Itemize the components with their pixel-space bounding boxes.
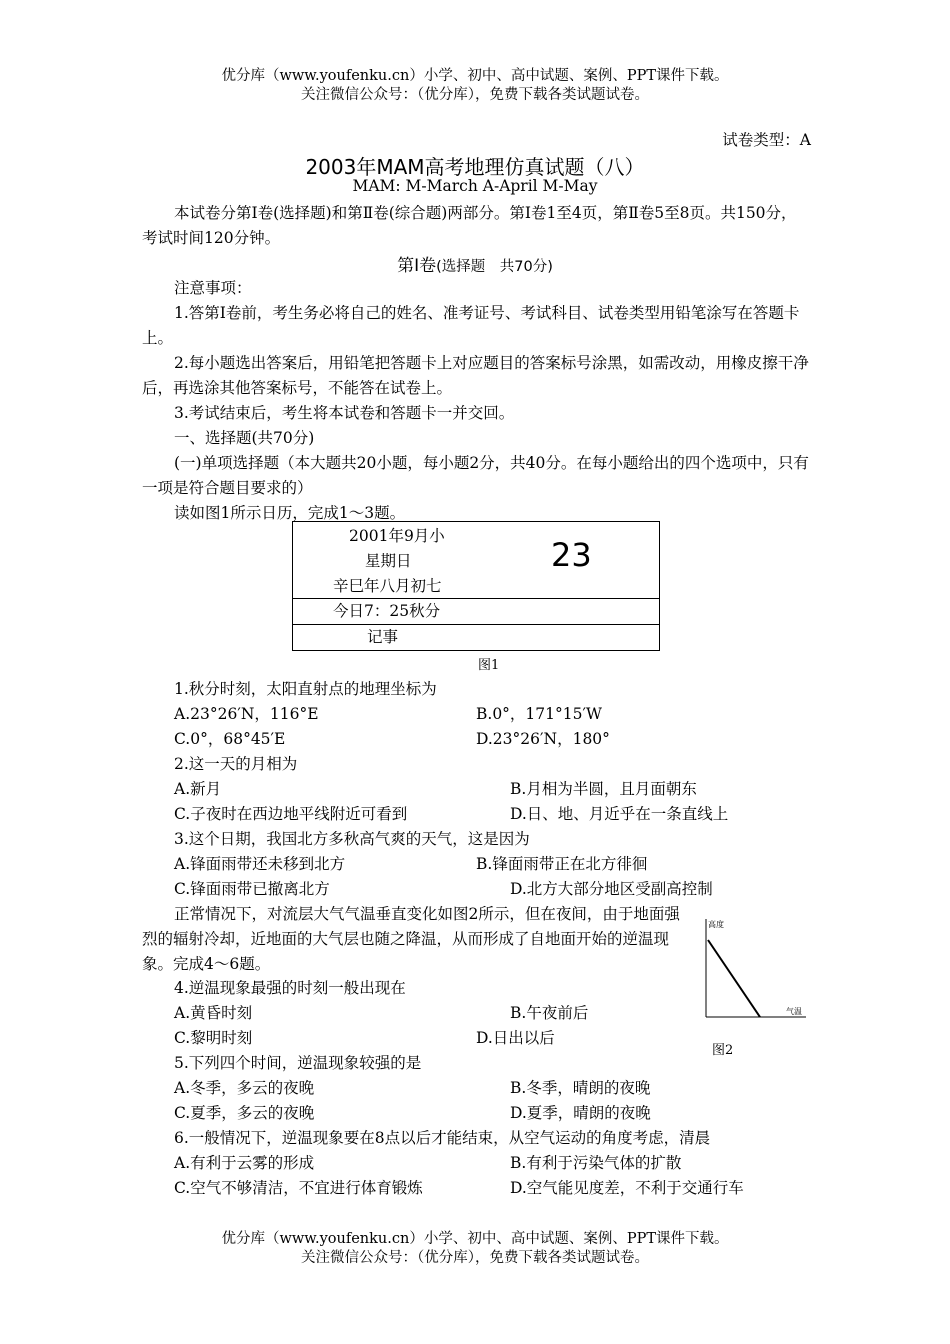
calendar-day: 23 — [551, 536, 592, 574]
subtitle: MAM: M-March A-April M-May — [352, 177, 598, 195]
fig2-diagram — [700, 915, 810, 1025]
calendar-memo-cell — [293, 625, 659, 650]
calendar-memo: 记事 — [367, 628, 399, 646]
question-1-option-d: D.23°26′N，180° — [476, 730, 610, 748]
question-5-option-a: A.冬季，多云的夜晚 — [174, 1079, 315, 1097]
intro: 本试卷分第Ⅰ卷(选择题)和第Ⅱ卷(综合题)两部分。第Ⅰ卷1至4页，第Ⅱ卷5至8页。共150分，考试时间120分钟。 — [142, 204, 797, 247]
header-line-1: 优分库（www.youfenku.cn）小学、初中、高中试题、案例、PPT课件下载。 — [221, 68, 729, 84]
fig2-temperature-line — [708, 940, 760, 1017]
notice-1: 1.答第Ⅰ卷前，考生务必将自己的姓名、准考证号、考试科目、试卷类型用铅笔涂写在答题卡上。 — [142, 304, 800, 347]
question-1-stem: 1.秋分时刻，太阳直射点的地理坐标为 — [174, 680, 437, 698]
question-4-option-a: A.黄昏时刻 — [174, 1004, 253, 1022]
question-5-option-d: D.夏季，晴朗的夜晚 — [510, 1104, 651, 1122]
footer-line-2: 关注微信公众号：（优分库），免费下载各类试题试卷。 — [301, 1250, 649, 1266]
calendar-lunar: 辛巳年八月初七 — [333, 577, 442, 595]
question-2-option-b: B.月相为半圆，且月面朝东 — [510, 780, 697, 798]
question-6-stem: 6.一般情况下，逆温现象要在8点以后才能结束，从空气运动的角度考虑，清晨 — [174, 1129, 711, 1147]
question-3-option-c: C.锋面雨带已撤离北方 — [174, 880, 330, 898]
question-5-option-c: C.夏季，多云的夜晚 — [174, 1104, 315, 1122]
question-6-option-a: A.有利于云雾的形成 — [174, 1154, 315, 1172]
question-3-option-b: B.锋面雨带正在北方徘徊 — [476, 855, 648, 873]
question-6-option-b: B.有利于污染气体的扩散 — [510, 1154, 682, 1172]
fig2-caption: 图2 — [712, 1043, 734, 1058]
section-heading — [0, 251, 950, 276]
question-3-option-a: A.锋面雨带还未移到北方 — [174, 855, 346, 873]
question-2-option-a: A.新月 — [174, 780, 222, 798]
question-2-option-c: C.子夜时在西边地平线附近可看到 — [174, 805, 408, 823]
section-heading-sub: (选择题 共70分) — [436, 259, 553, 275]
question-5-stem: 5.下列四个时间，逆温现象较强的是 — [174, 1054, 422, 1072]
header-line-2: 关注微信公众号：（优分库），免费下载各类试题试卷。 — [301, 87, 649, 103]
fig1-caption: 图1 — [478, 658, 500, 673]
question-4-stem: 4.逆温现象最强的时刻一般出现在 — [174, 979, 406, 997]
notice-3: 3.考试结束后，考生将本试卷和答题卡一并交回。 — [174, 404, 515, 422]
question-5-option-b: B.冬季，晴朗的夜晚 — [510, 1079, 651, 1097]
part-one-sub: (一)单项选择题（本大题共20小题，每小题2分，共40分。在每小题给出的四个选项中，只有一项是符合题目要求的） — [142, 454, 809, 497]
calendar-today-cell — [293, 599, 659, 625]
fig2-xlabel: 气温 — [786, 1007, 802, 1016]
question-2-option-d: D.日、地、月近乎在一条直线上 — [510, 805, 729, 823]
fig2-ylabel: 高度 — [708, 920, 724, 929]
read-fig1: 读如图1所示日历，完成1～3题。 — [174, 504, 406, 522]
footer-line-1: 优分库（www.youfenku.cn）小学、初中、高中试题、案例、PPT课件下载。 — [221, 1231, 729, 1247]
calendar-date-line: 2001年9月小 — [349, 527, 445, 545]
question-4-option-d: D.日出以后 — [476, 1029, 555, 1047]
paper-type: 试卷类型：A — [722, 131, 811, 149]
notice-title: 注意事项： — [174, 279, 252, 297]
notice-2: 2.每小题选出答案后，用铅笔把答题卡上对应题目的答案标号涂黑，如需改动，用橡皮擦干净后，再选涂其他答案标号，不能答在试卷上。 — [142, 354, 809, 397]
question-3-option-d: D.北方大部分地区受副高控制 — [510, 880, 713, 898]
question-3-stem: 3.这个日期，我国北方多秋高气爽的天气，这是因为 — [174, 830, 530, 848]
calendar-top-cell — [293, 522, 659, 599]
question-2-stem: 2.这一天的月相为 — [174, 755, 298, 773]
question-1-option-c: C.0°，68°45′E — [174, 730, 286, 748]
calendar-weekday: 星期日 — [365, 552, 412, 570]
question-6-option-d: D.空气能见度差，不利于交通行车 — [510, 1179, 744, 1197]
question-4-option-c: C.黎明时刻 — [174, 1029, 253, 1047]
calendar-figure — [292, 521, 660, 651]
question-4-option-b: B.午夜前后 — [510, 1004, 589, 1022]
question-1-option-b: B.0°，171°15′W — [476, 705, 602, 723]
calendar-today: 今日7：25秋分 — [333, 602, 441, 620]
question-1-option-a: A.23°26′N，116°E — [174, 705, 319, 723]
section-heading-main: 第Ⅰ卷 — [397, 256, 437, 276]
page-title: 2003年MAM高考地理仿真试题（八） — [305, 155, 645, 179]
question-6-option-c: C.空气不够清洁，不宜进行体育锻炼 — [174, 1179, 423, 1197]
inversion-paragraph: 正常情况下，对流层大气气温垂直变化如图2所示，但在夜间，由于地面强烈的辐射冷却，近地面的大气层也随之降温，从而形成了自地面开始的逆温现象。完成4～6题。 — [142, 905, 680, 973]
part-one: 一、选择题(共70分) — [174, 429, 315, 447]
